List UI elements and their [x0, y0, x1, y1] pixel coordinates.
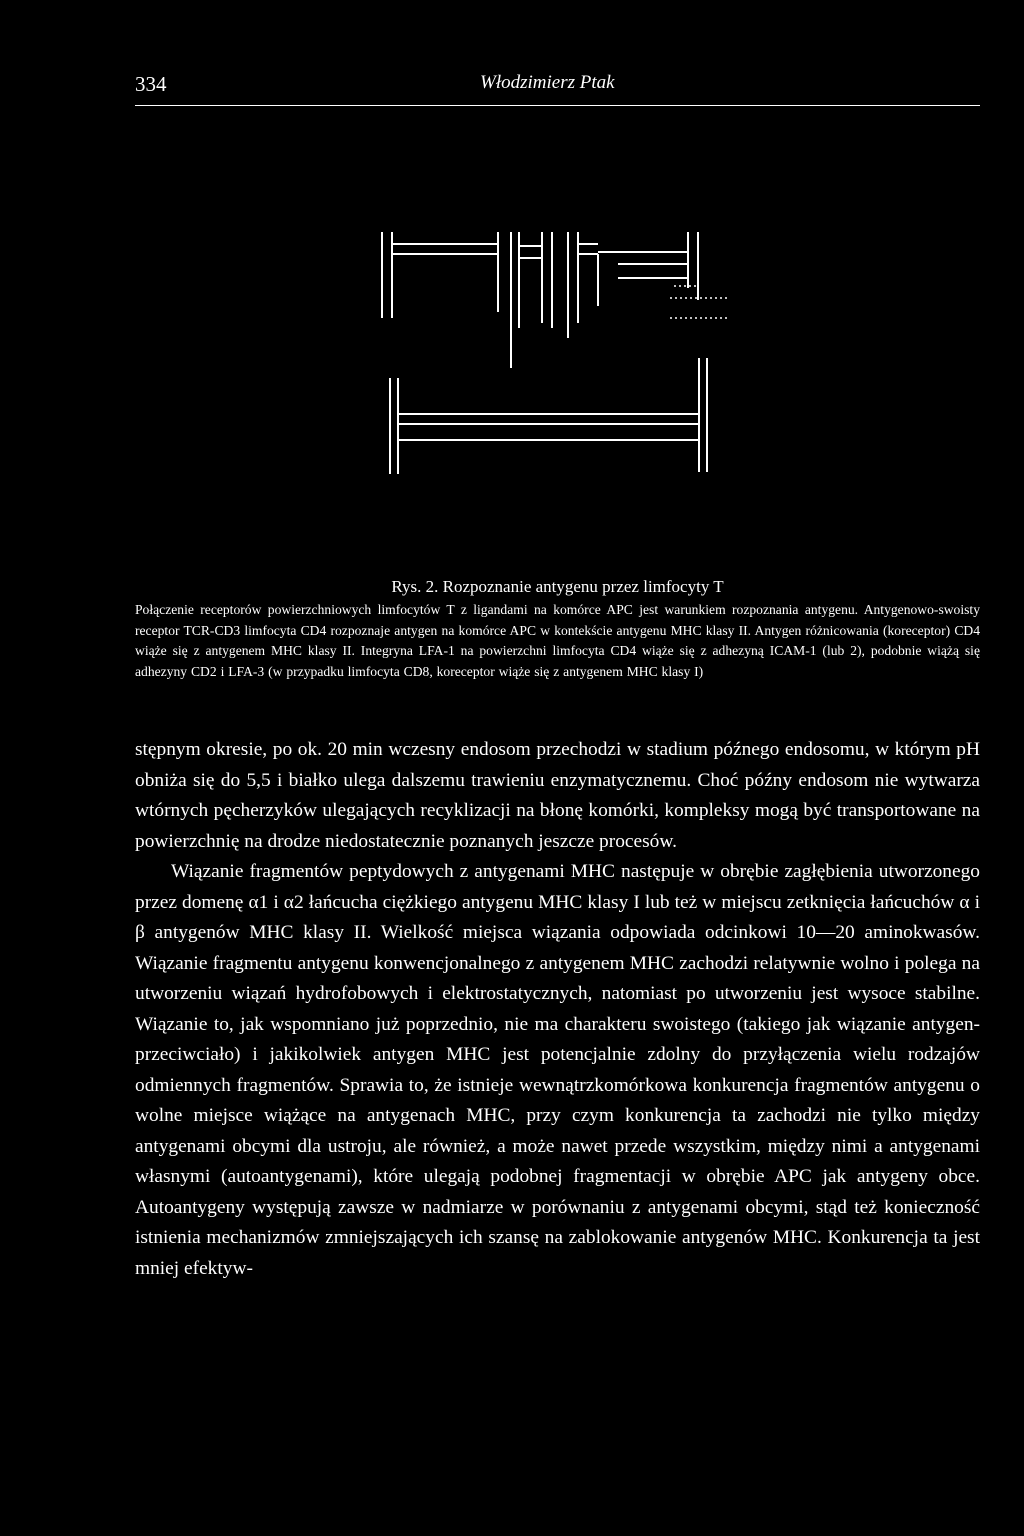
caption-body: Połączenie receptorów powierzchniowych limfocytów T z ligandami na komórce APC jest warunkiem rozpoznania antygenu. Antygenowo-swoisty receptor TCR-CD3 limfocyta CD4 rozpoznaje antygen na komórce APC w kontekście antygenu MHC klasy II. Antygen różnicowania (koreceptor) CD4 wiąże się z antygenem MHC klasy II. Integryna LFA-1 na powierzchni limfocyta CD4 wiąże się z adhezyną ICAM-1 (lub 2), podobnie wiążą się adhezyny CD2 i LFA-3 (w przypadku limfocyta CD8, koreceptor wiąże się z antygenem MHC klasy I) — [135, 602, 980, 680]
caption-title — [135, 576, 980, 598]
page-header — [135, 72, 980, 106]
body-paragraph-2: Wiązanie fragmentów peptydowych z antygenami MHC następuje w obrębie zagłębienia utworzonego przez domenę α1 i α2 łańcucha ciężkiego antygenu MHC klasy I lub też w miejscu zetknięcia łańcuchów α i β antygenów MHC klasy II. Wielkość miejsca wiązania odpowiada odcinkowi 10—20 aminokwasów. Wiązanie fragmentu antygenu konwencjonalnego z antygenem MHC zachodzi relatywnie wolno i polega na utworzeniu wiązań hydrofobowych i elektrostatycznych, natomiast po utworzeniu jest wysoce stabilne. Wiązanie to, jak wspomniano już poprzednio, nie ma charakteru swoistego (takiego jak wiązanie antygen-przeciwciało) i jakikolwiek antygen MHC jest potencjalnie zdolny do przyłączenia wielu rodzajów odmiennych fragmentów. Sprawia to, że istnieje wewnątrzkomórkowa konkurencja fragmentów antygenu o wolne miejsce wiążące na antygenach MHC, przy czym konkurencja ta zachodzi nie tylko między antygenami obcymi dla ustroju, ale również, a może nawet przede wszystkim, między nimi a antygenami własnymi (autoantygenami), które ulegają podobnej fragmentacji w obrębie APC jak antygeny obce. Autoantygeny występują zawsze w nadmiarze w porównaniu z antygenami obcymi, stąd też konieczność istnienia mechanizmów zmniejszających ich szansę na zablokowanie antygenów MHC. Konkurencja ta jest mniej efektyw- — [135, 861, 980, 1279]
figure-diagram — [370, 218, 750, 480]
main-text — [135, 735, 980, 1284]
figure-label: Rys. 2. — [391, 577, 439, 596]
receptor-diagram — [370, 218, 750, 480]
running-head-author: Włodzimierz Ptak — [480, 72, 615, 93]
body-paragraph-1: stępnym okresie, po ok. 20 min wczesny endosom przechodzi w stadium późnego endosomu, w którym pH obniża się do 5,5 i białko ulega dalszemu trawieniu enzymatycznemu. Choć późny endosom nie wytwarza wtórnych pęcherzyków ulegających recyklizacji na błonę komórki, kompleksy mogą być transportowane na powierzchnię na drodze niedostatecznie poznanych jeszcze procesów. — [135, 739, 980, 852]
page-number: 334 — [135, 72, 167, 96]
figure-title: Rozpoznanie antygenu przez limfocyty T — [442, 577, 724, 596]
header-rule — [135, 105, 980, 106]
figure-caption — [135, 576, 980, 683]
